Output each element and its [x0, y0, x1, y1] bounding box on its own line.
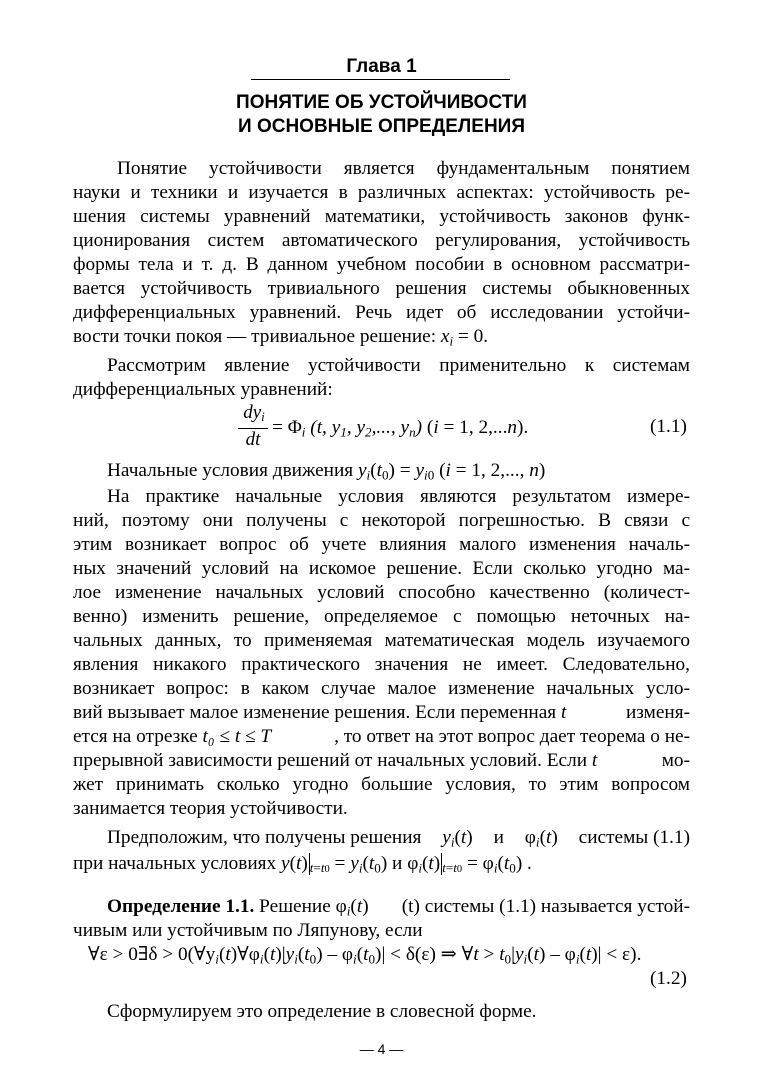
- equation-rhs: = $\Phi_i$ (t, $y_1$, $y_2$,..., $y_n$) (i = 1, 2,...n).: [272, 417, 529, 440]
- text-line: ний, поэтому они получены с некоторой погрешностью. В связи с: [73, 510, 690, 531]
- text-line: ных значений условий на искомое решение. Если сколько угодно ма-: [73, 558, 690, 579]
- text-line: жет принимать сколько угодно большие условия, то этим вопросом: [73, 774, 690, 795]
- text-line: Рассмотрим явление устойчивости применительно к системам: [107, 355, 690, 376]
- text-line: вости точки покоя — тривиальное решение: $x_i = 0$.: [73, 326, 489, 349]
- text-line: Сформулируем это определение в словесной форме.: [107, 1001, 537, 1022]
- equation-number: (1.2): [650, 968, 687, 989]
- text-line: ется на отрезке t₀ ≤ t ≤ T , то ответ на этот вопрос дает теорема о не-: [73, 726, 690, 747]
- text-line: вается устойчивость тривиального решения системы обыкновенных: [73, 278, 690, 299]
- text-line: Понятие устойчивости является фундаментальным понятием: [117, 158, 690, 179]
- text-line: дифференциальных уравнений:: [73, 379, 333, 400]
- text-line: прерывной зависимости решений от начальных условий. Если t мо-: [73, 750, 690, 771]
- text-line: формы тела и т. д. В данном учебном пособии в основном рассматри-: [73, 254, 690, 275]
- equation-number: (1.1): [650, 416, 687, 437]
- text-line: вий вызывает малое изменение решения. Если переменная t изменя-: [73, 702, 690, 723]
- text-line: лое изменение начальных условий способно качественно (количест-: [73, 582, 690, 603]
- chapter-title-line: ПОНЯТИЕ ОБ УСТОЙЧИВОСТИ: [236, 92, 527, 113]
- text-line: венно) изменить решение, определяемое с помощью неточных на-: [73, 606, 690, 627]
- fraction-denominator: dt: [245, 429, 261, 450]
- fraction-numerator: $dy_i$: [243, 402, 265, 425]
- equation-1-2: ∀ε > 0∃δ > $0(\forall y_i(t)\forall\varphi_i(t)|y_i(t_0) - \varphi_i(t_0)| < \delta(\varepsilon)$ ⇒ ∀t > $t_0|y_i(t) - \varphi_i(t)| < \varepsilon$).: [88, 944, 642, 967]
- text-line: науки и техники и изучается в различных аспектах: устойчивость ре-: [73, 182, 690, 203]
- chapter-rule: [251, 79, 510, 80]
- text-line: чивым или устойчивым по Ляпунову, если: [73, 920, 423, 941]
- text-line: дифференциальных уравнений. Речь идет об исследовании устойчи-: [73, 302, 690, 323]
- text-line: Предположим, что получены решения $y_i(t)$ и $\varphi_i(t)$ системы (1.1): [107, 827, 690, 850]
- definition-line: Определение 1.1. Решение $\varphi_i(t)$ (t) системы (1.1) называется устой-: [107, 896, 690, 919]
- text-line: занимается теория устойчивости.: [73, 798, 348, 819]
- chapter-label: Глава 1: [346, 56, 417, 77]
- text-line: На практике начальные условия являются результатом измере-: [107, 486, 690, 507]
- text-line: ционирования систем автоматического регулирования, устойчивость: [73, 230, 690, 251]
- text-line: чальных данных, то применяемая математическая модель изучаемого: [73, 630, 690, 651]
- text-line: шения системы уравнений математики, устойчивость законов функ-: [73, 206, 690, 227]
- text-line: явления никакого практического значения не имеет. Следовательно,: [73, 654, 690, 675]
- text-line: при начальных условиях y(t) $_{t=t0} = y_i(t_0)$ и $\varphi_i(t) _{t=t0} = \varphi_i(t_0)$ .: [73, 853, 532, 876]
- text-line: возникает вопрос: в каком случае малое изменение начальных усло-: [73, 678, 690, 699]
- chapter-title: [0, 91, 763, 139]
- text-line: этим возникает вопрос об учете влияния малого изменения началь-: [73, 534, 690, 555]
- page-number: — 4 —: [359, 1041, 404, 1057]
- text-line: Начальные условия движения $y_i(t_0) = y_{i0}$ (i = 1, 2,..., n): [107, 460, 546, 483]
- chapter-title-line: И ОСНОВНЫЕ ОПРЕДЕЛЕНИЯ: [238, 116, 525, 137]
